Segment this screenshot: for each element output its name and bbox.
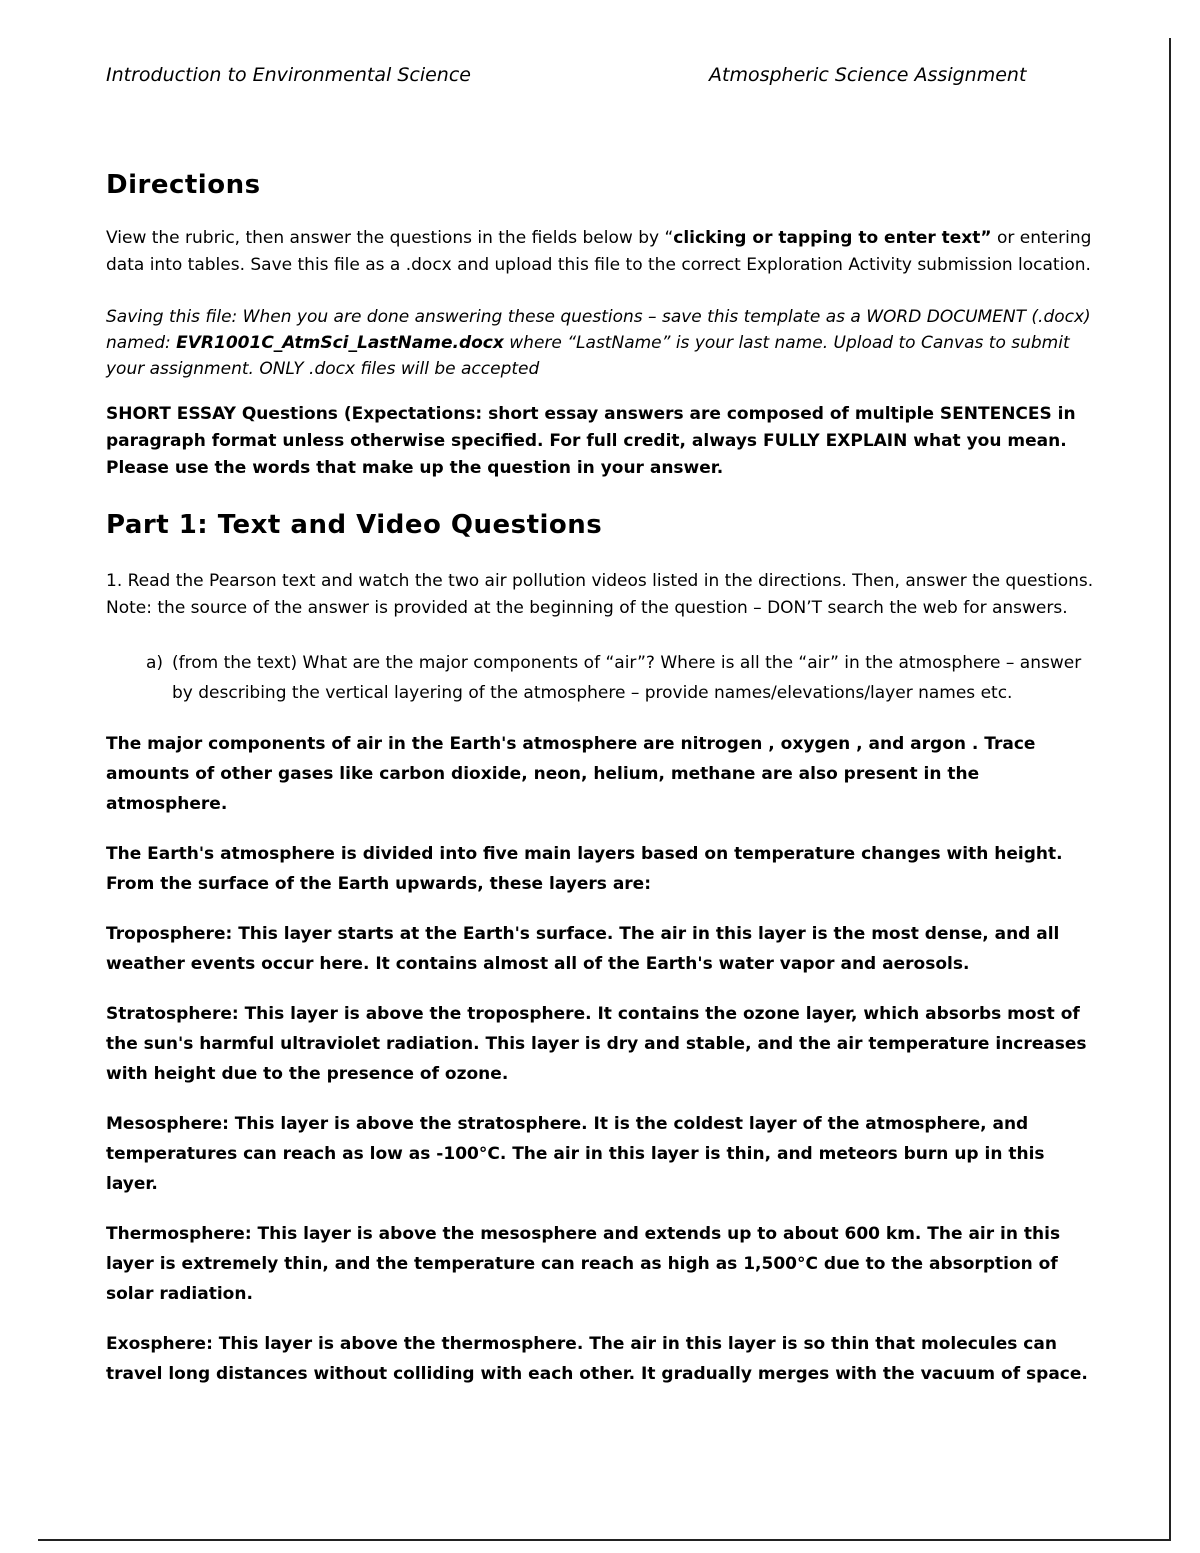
question-1a-text: (from the text) What are the major components of “air”? Where is all the “air” in the atmosphere – answer by describing the vertical layering of the atmosphere – provide names/elevations/layer names etc.	[172, 653, 1082, 703]
directions-text-bold: clicking or tapping to enter text”	[673, 228, 992, 248]
part1-heading: Part 1: Text and Video Questions	[106, 510, 603, 540]
answer-components: The major components of air in the Earth's atmosphere are nitrogen , oxygen , and argon . Trace amounts of other gases like carbon dioxide, neon, helium, methane are also present in the atmosphere.	[106, 734, 1036, 814]
directions-text-start: View the rubric, then answer the questions in the fields below by “	[106, 228, 674, 248]
saving-text-start: Saving this file: When you are done answering these questions – save this template as a WORD DOCUMENT (.docx) named:	[106, 307, 1091, 353]
answer-stratosphere: Stratosphere: This layer is above the troposphere. It contains the ozone layer, which absorbs most of the sun's harmful ultraviolet radiation. This layer is dry and stable, and the air temperature increases with height due to the presence of ozone.	[106, 1004, 1087, 1084]
answer-thermosphere: Thermosphere: This layer is above the mesosphere and extends up to about 600 km. The air in this layer is extremely thin, and the temperature can reach as high as 1,500°C due to the absorption of solar radiation.	[106, 1224, 1061, 1304]
page-border-right	[1169, 38, 1171, 1541]
answer-troposphere: Troposphere: This layer starts at the Earth's surface. The air in this layer is the most dense, and all weather events occur here. It contains almost all of the Earth's water vapor and aerosols.	[106, 924, 1060, 974]
question-1a-marker: a)	[146, 653, 164, 673]
directions-text-end: or entering data into tables. Save this file as a .docx and upload this file to the correct Exploration Activity submission location.	[106, 228, 1092, 275]
page-header	[106, 64, 1096, 94]
document-page	[106, 64, 1096, 1389]
directions-paragraph	[106, 225, 1096, 279]
header-course-title: Introduction to Environmental Science	[106, 64, 471, 86]
question-1-intro: 1. Read the Pearson text and watch the two air pollution videos listed in the directions. Then, answer the questions. Note: the source of the answer is provided at the beginning of the question – DON’T search the web for answers.	[106, 571, 1094, 618]
header-assignment-title: Atmospheric Science Assignment	[709, 64, 1027, 86]
answer-mesosphere: Mesosphere: This layer is above the stratosphere. It is the coldest layer of the atmosphere, and temperatures can reach as low as -100°C. The air in this layer is thin, and meteors burn up in this layer.	[106, 1114, 1045, 1194]
answer-exosphere: Exosphere: This layer is above the thermosphere. The air in this layer is so thin that molecules can travel long distances without colliding with each other. It gradually merges with the vacuum of space.	[106, 1334, 1088, 1384]
question-1a	[106, 648, 1096, 708]
saving-text-end: where “LastName” is your last name. Upload to Canvas to submit your assignment. ONLY .docx files will be accepted	[106, 333, 1070, 379]
short-essay-expectations: SHORT ESSAY Questions (Expectations: short essay answers are composed of multiple SENTENCES in paragraph format unless otherwise specified. For full credit, always FULLY EXPLAIN what you mean. Please use the words that make up the question in your answer.	[106, 404, 1076, 478]
page-border-bottom	[38, 1539, 1171, 1541]
answer-field[interactable]	[106, 729, 1096, 1389]
saving-instructions	[106, 304, 1096, 382]
answer-layers-intro: The Earth's atmosphere is divided into five main layers based on temperature changes with height. From the surface of the Earth upwards, these layers are:	[106, 844, 1063, 894]
saving-filename: EVR1001C_AtmSci_LastName.docx	[176, 333, 504, 353]
directions-heading: Directions	[106, 170, 261, 200]
